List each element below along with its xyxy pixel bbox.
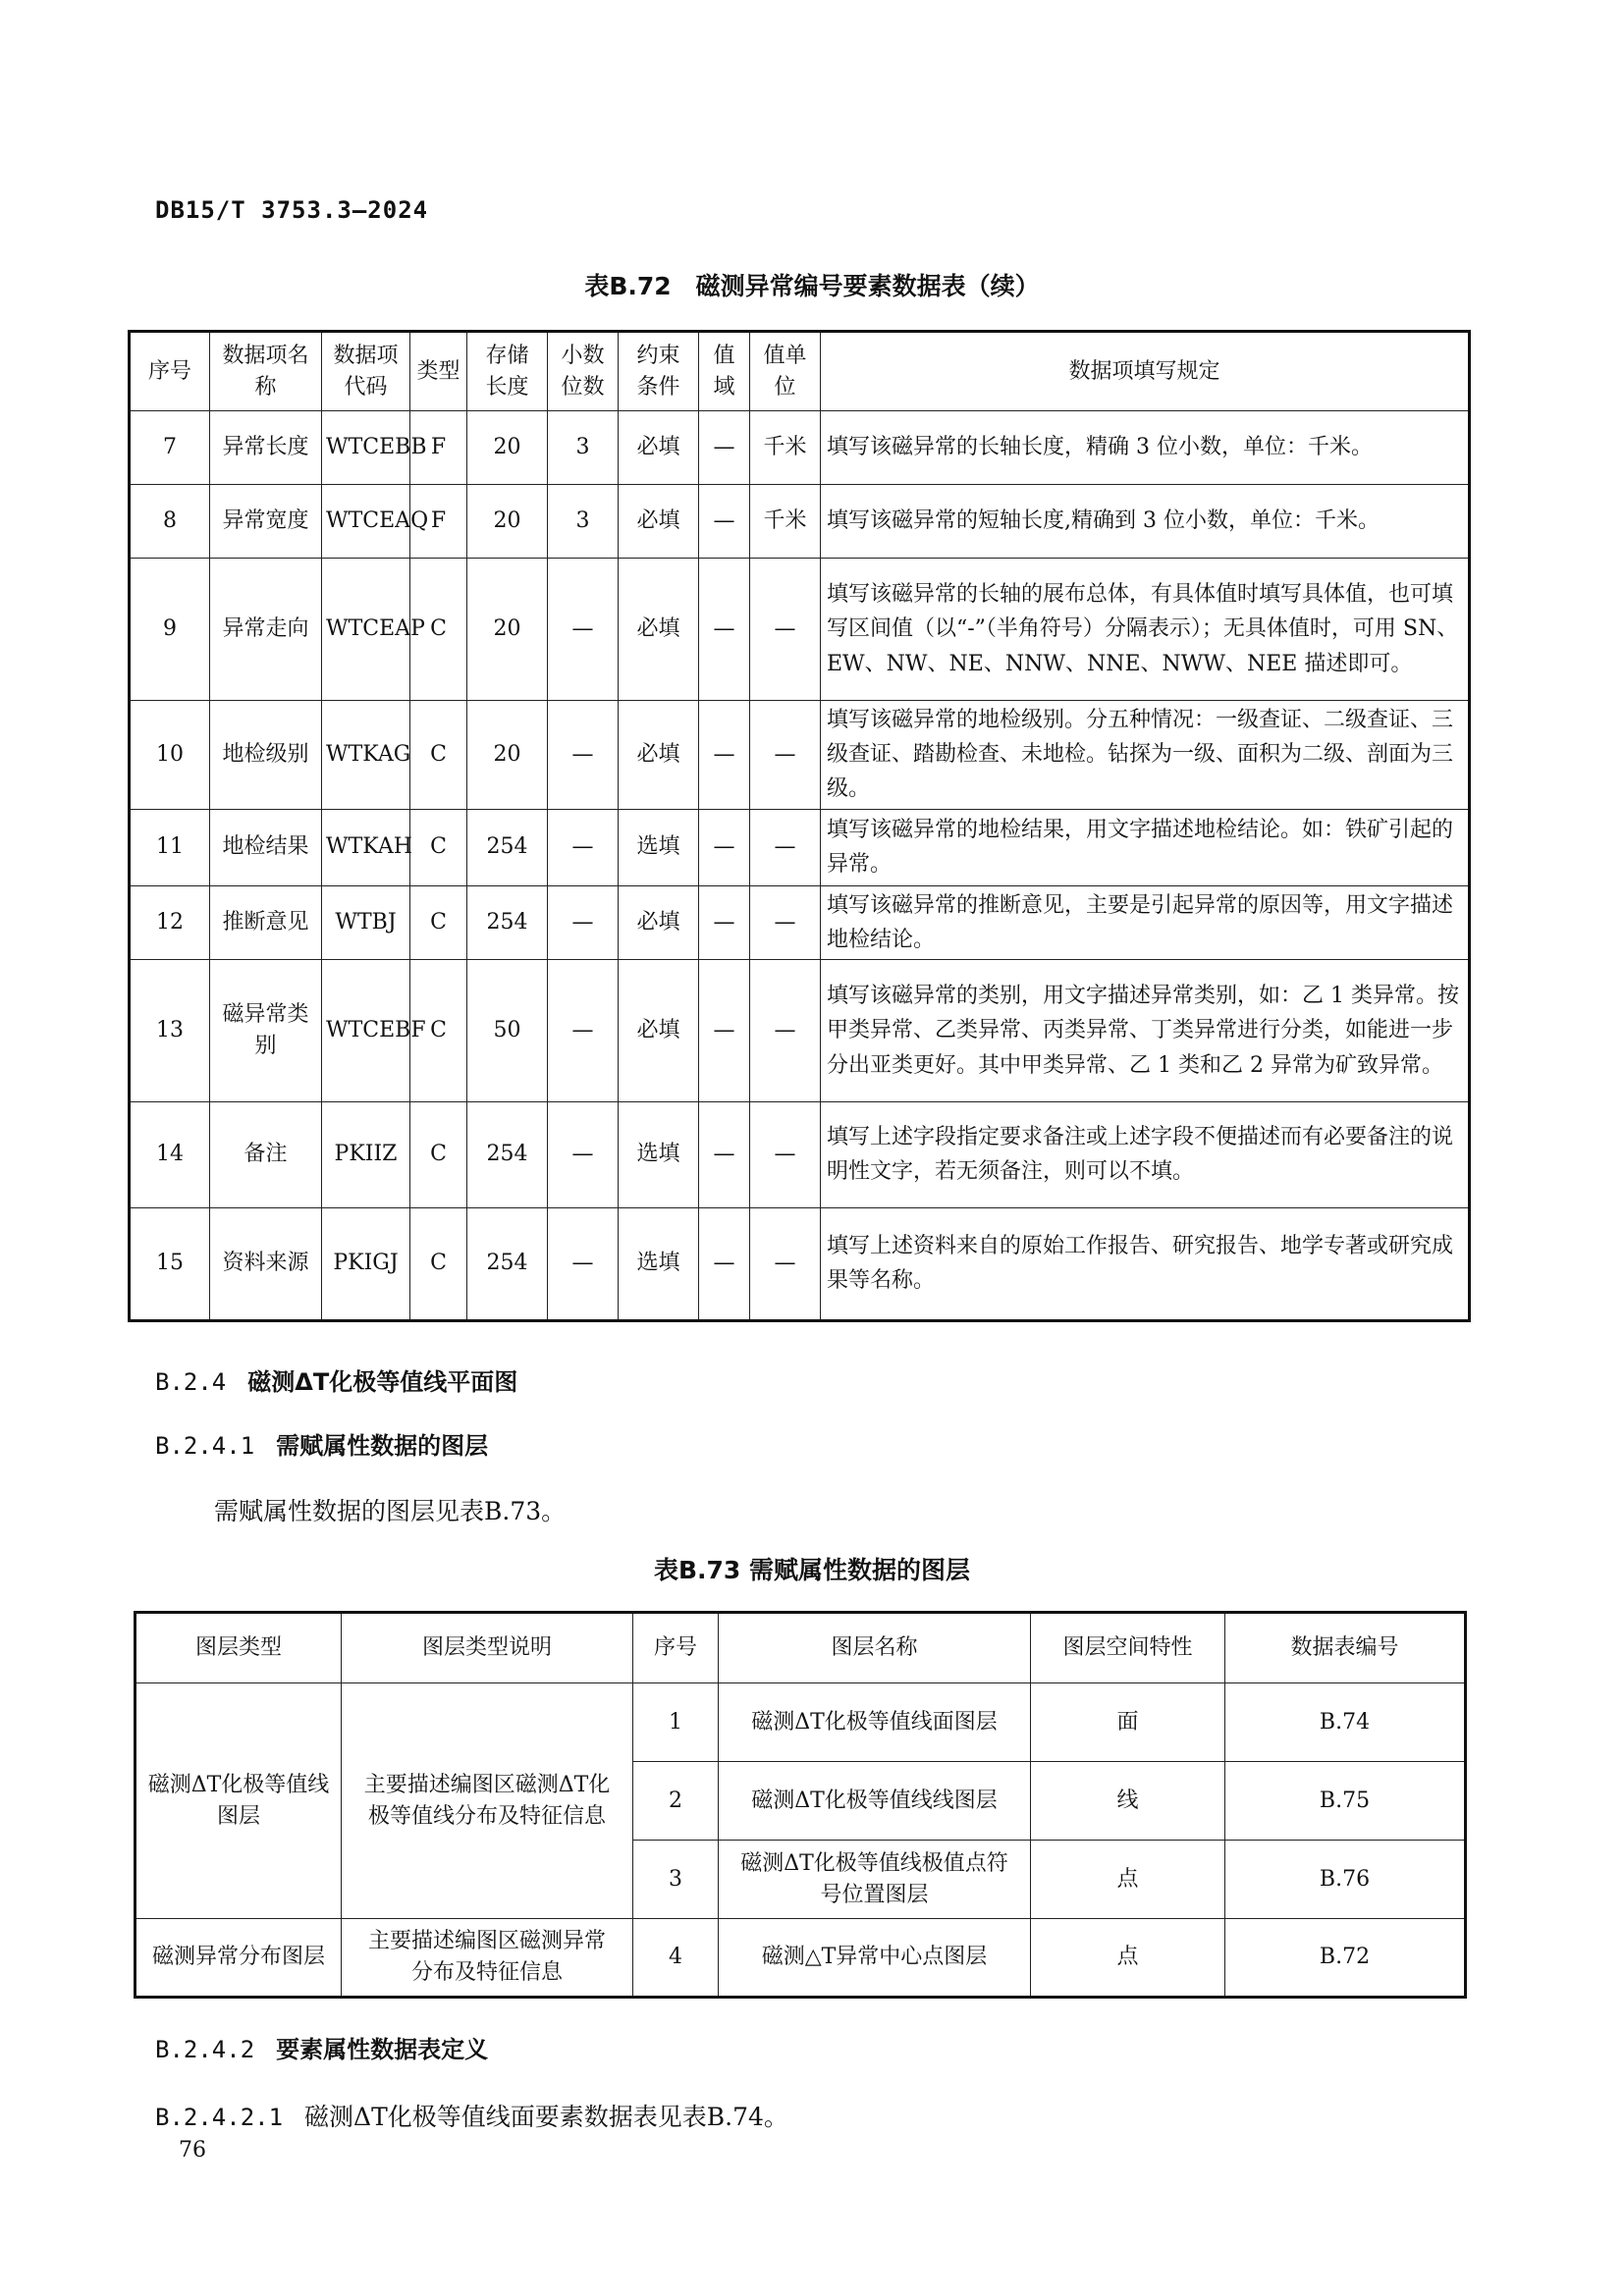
domain-cell: — [699,1101,750,1207]
header-spatial: 图层空间特性 [1031,1613,1225,1683]
seq-cell: 8 [130,485,210,559]
section-number: B.2.4.2 [155,2036,255,2063]
section-title: 需赋属性数据的图层 [276,1432,489,1460]
domain-cell: — [699,809,750,885]
constraint-cell: 必填 [619,485,699,559]
length-cell: 20 [467,701,548,810]
table-no-cell: B.72 [1225,1919,1466,1998]
domain-cell: — [699,1207,750,1320]
length-cell: 20 [467,559,548,701]
seq-cell: 3 [633,1841,719,1919]
table-b73-caption: 表B.73 需赋属性数据的图层 [653,1556,971,1584]
table-row [135,1683,1466,1762]
length-cell: 254 [467,1101,548,1207]
length-cell: 50 [467,959,548,1101]
unit-cell: — [750,701,821,810]
item-code-cell: WTBJ [322,885,410,959]
section-b2-4-2 [155,2030,488,2064]
header-layer-name: 图层名称 [719,1613,1031,1683]
header-item-code: 数据项 代码 [322,332,410,411]
table-no-cell: B.76 [1225,1841,1466,1919]
layer-desc-cell: 主要描述编图区磁测异常分布及特征信息 [342,1919,633,1998]
constraint-cell: 必填 [619,701,699,810]
unit-cell: 千米 [750,485,821,559]
rule-cell: 填写该磁异常的地检结果，用文字描述地检结论。如：铁矿引起的异常。 [821,809,1470,885]
table-header-row [135,1613,1466,1683]
length-cell: 254 [467,885,548,959]
item-code-cell: WTCEBF [322,959,410,1101]
seq-cell: 9 [130,559,210,701]
rule-cell: 填写该磁异常的类别，用文字描述异常类别，如：乙 1 类异常。按甲类异常、乙类异常、丙类异常、丁类异常进行分类，如能进一步分出亚类更好。其中甲类异常、乙 1 类和乙 2 异常为矿致异常。 [821,959,1470,1101]
seq-cell: 4 [633,1919,719,1998]
table-b73 [134,1611,1467,1999]
decimals-cell: — [548,701,619,810]
constraint-cell: 选填 [619,1101,699,1207]
seq-cell: 14 [130,1101,210,1207]
length-cell: 254 [467,809,548,885]
item-name-cell: 异常宽度 [210,485,322,559]
unit-cell: — [750,959,821,1101]
header-unit: 值单 位 [750,332,821,411]
section-number: B.2.4 [155,1368,227,1396]
item-name-cell: 资料来源 [210,1207,322,1320]
constraint-cell: 选填 [619,809,699,885]
layer-name-cell: 磁测△T异常中心点图层 [719,1919,1031,1998]
header-length: 存储 长度 [467,332,548,411]
document-code: DB15/T 3753.3—2024 [155,196,429,224]
decimals-cell: 3 [548,485,619,559]
header-type: 类型 [410,332,467,411]
seq-cell: 7 [130,411,210,485]
layer-name-cell: 磁测ΔT化极等值线极值点符号位置图层 [719,1841,1031,1919]
spatial-cell: 面 [1031,1683,1225,1762]
item-code-cell: WTKAH [322,809,410,885]
spatial-cell: 线 [1031,1762,1225,1841]
header-layer-type: 图层类型 [135,1613,342,1683]
unit-cell: — [750,809,821,885]
item-name-cell: 异常长度 [210,411,322,485]
constraint-cell: 必填 [619,959,699,1101]
seq-cell: 13 [130,959,210,1101]
length-cell: 20 [467,485,548,559]
type-cell: F [410,485,467,559]
table-row [130,809,1470,885]
table-row [130,1101,1470,1207]
domain-cell: — [699,885,750,959]
header-seq: 序号 [633,1613,719,1683]
item-name-cell: 地检级别 [210,701,322,810]
item-name-cell: 磁异常类别 [210,959,322,1101]
decimals-cell: 3 [548,411,619,485]
rule-cell: 填写该磁异常的长轴的展布总体，有具体值时填写具体值，也可填写区间值（以“-”（半角符号）分隔表示）；无具体值时，可用 SN、EW、NW、NE、NNW、NNE、NWW、NEE 描述即可。 [821,559,1470,701]
table-row [130,485,1470,559]
item-code-cell: PKIIZ [322,1101,410,1207]
rule-cell: 填写上述资料来自的原始工作报告、研究报告、地学专著或研究成果等名称。 [821,1207,1470,1320]
header-domain: 值 域 [699,332,750,411]
header-rule: 数据项填写规定 [821,332,1470,411]
layer-name-cell: 磁测ΔT化极等值线线图层 [719,1762,1031,1841]
unit-cell: — [750,559,821,701]
item-name-cell: 备注 [210,1101,322,1207]
paragraph: 需赋属性数据的图层见表B.73。 [214,1497,567,1525]
rule-cell: 填写该磁异常的地检级别。分五种情况：一级查证、二级查证、三级查证、踏勘检查、未地检。钻探为一级、面积为二级、剖面为三级。 [821,701,1470,810]
type-cell: C [410,559,467,701]
domain-cell: — [699,411,750,485]
section-title: 磁测ΔT化极等值线平面图 [247,1368,518,1396]
length-cell: 20 [467,411,548,485]
section-title: 要素属性数据表定义 [276,2036,489,2063]
decimals-cell: — [548,959,619,1101]
type-cell: C [410,885,467,959]
table-row [130,885,1470,959]
table-row [130,559,1470,701]
header-constraint: 约束 条件 [619,332,699,411]
unit-cell: — [750,1101,821,1207]
constraint-cell: 必填 [619,885,699,959]
section-number: B.2.4.2.1 [155,2104,284,2131]
item-name-cell: 地检结果 [210,809,322,885]
decimals-cell: — [548,885,619,959]
table-row [130,959,1470,1101]
item-name-cell: 异常走向 [210,559,322,701]
layer-type-cell: 磁测异常分布图层 [135,1919,342,1998]
constraint-cell: 必填 [619,559,699,701]
layer-desc-cell: 主要描述编图区磁测ΔT化极等值线分布及特征信息 [342,1683,633,1919]
header-decimals: 小数 位数 [548,332,619,411]
decimals-cell: — [548,809,619,885]
table-no-cell: B.74 [1225,1683,1466,1762]
header-table-no: 数据表编号 [1225,1613,1466,1683]
table-header-row [130,332,1470,411]
unit-cell: — [750,885,821,959]
domain-cell: — [699,559,750,701]
page-number: 76 [179,2138,206,2163]
seq-cell: 10 [130,701,210,810]
table-b72 [128,330,1471,1322]
domain-cell: — [699,701,750,810]
rule-cell: 填写该磁异常的短轴长度,精确到 3 位小数，单位：千米。 [821,485,1470,559]
type-cell: C [410,959,467,1101]
item-code-cell: PKIGJ [322,1207,410,1320]
item-code-cell: WTKAG [322,701,410,810]
unit-cell: — [750,1207,821,1320]
layer-name-cell: 磁测ΔT化极等值线面图层 [719,1683,1031,1762]
table-row [130,701,1470,810]
section-b2-4-2-1 [155,2098,788,2133]
type-cell: C [410,701,467,810]
table-row [130,1207,1470,1320]
domain-cell: — [699,959,750,1101]
section-title: 磁测ΔT化极等值线面要素数据表见表B.74。 [304,2103,788,2131]
item-name-cell: 推断意见 [210,885,322,959]
item-code-cell: WTCEAP [322,559,410,701]
table-row [135,1919,1466,1998]
seq-cell: 1 [633,1683,719,1762]
seq-cell: 15 [130,1207,210,1320]
type-cell: F [410,411,467,485]
layer-type-cell: 磁测ΔT化极等值线图层 [135,1683,342,1919]
section-number: B.2.4.1 [155,1432,255,1460]
unit-cell: 千米 [750,411,821,485]
decimals-cell: — [548,559,619,701]
type-cell: C [410,809,467,885]
section-b2-4 [155,1362,517,1397]
item-code-cell: WTCEAQ [322,485,410,559]
rule-cell: 填写该磁异常的长轴长度，精确 3 位小数，单位：千米。 [821,411,1470,485]
rule-cell: 填写上述字段指定要求备注或上述字段不便描述而有必要备注的说明性文字，若无须备注，则可以不填。 [821,1101,1470,1207]
header-item-name: 数据项名称 [210,332,322,411]
seq-cell: 11 [130,809,210,885]
spatial-cell: 点 [1031,1919,1225,1998]
table-row [130,411,1470,485]
decimals-cell: — [548,1101,619,1207]
item-code-cell: WTCEBB [322,411,410,485]
section-b2-4-1 [155,1426,488,1461]
spatial-cell: 点 [1031,1841,1225,1919]
seq-cell: 12 [130,885,210,959]
table-b72-caption: 表B.72 磁测异常编号要素数据表（续） [584,272,1040,300]
decimals-cell: — [548,1207,619,1320]
domain-cell: — [699,485,750,559]
constraint-cell: 选填 [619,1207,699,1320]
seq-cell: 2 [633,1762,719,1841]
rule-cell: 填写该磁异常的推断意见，主要是引起异常的原因等，用文字描述地检结论。 [821,885,1470,959]
table-no-cell: B.75 [1225,1762,1466,1841]
length-cell: 254 [467,1207,548,1320]
header-seq: 序号 [130,332,210,411]
header-layer-desc: 图层类型说明 [342,1613,633,1683]
type-cell: C [410,1207,467,1320]
type-cell: C [410,1101,467,1207]
constraint-cell: 必填 [619,411,699,485]
